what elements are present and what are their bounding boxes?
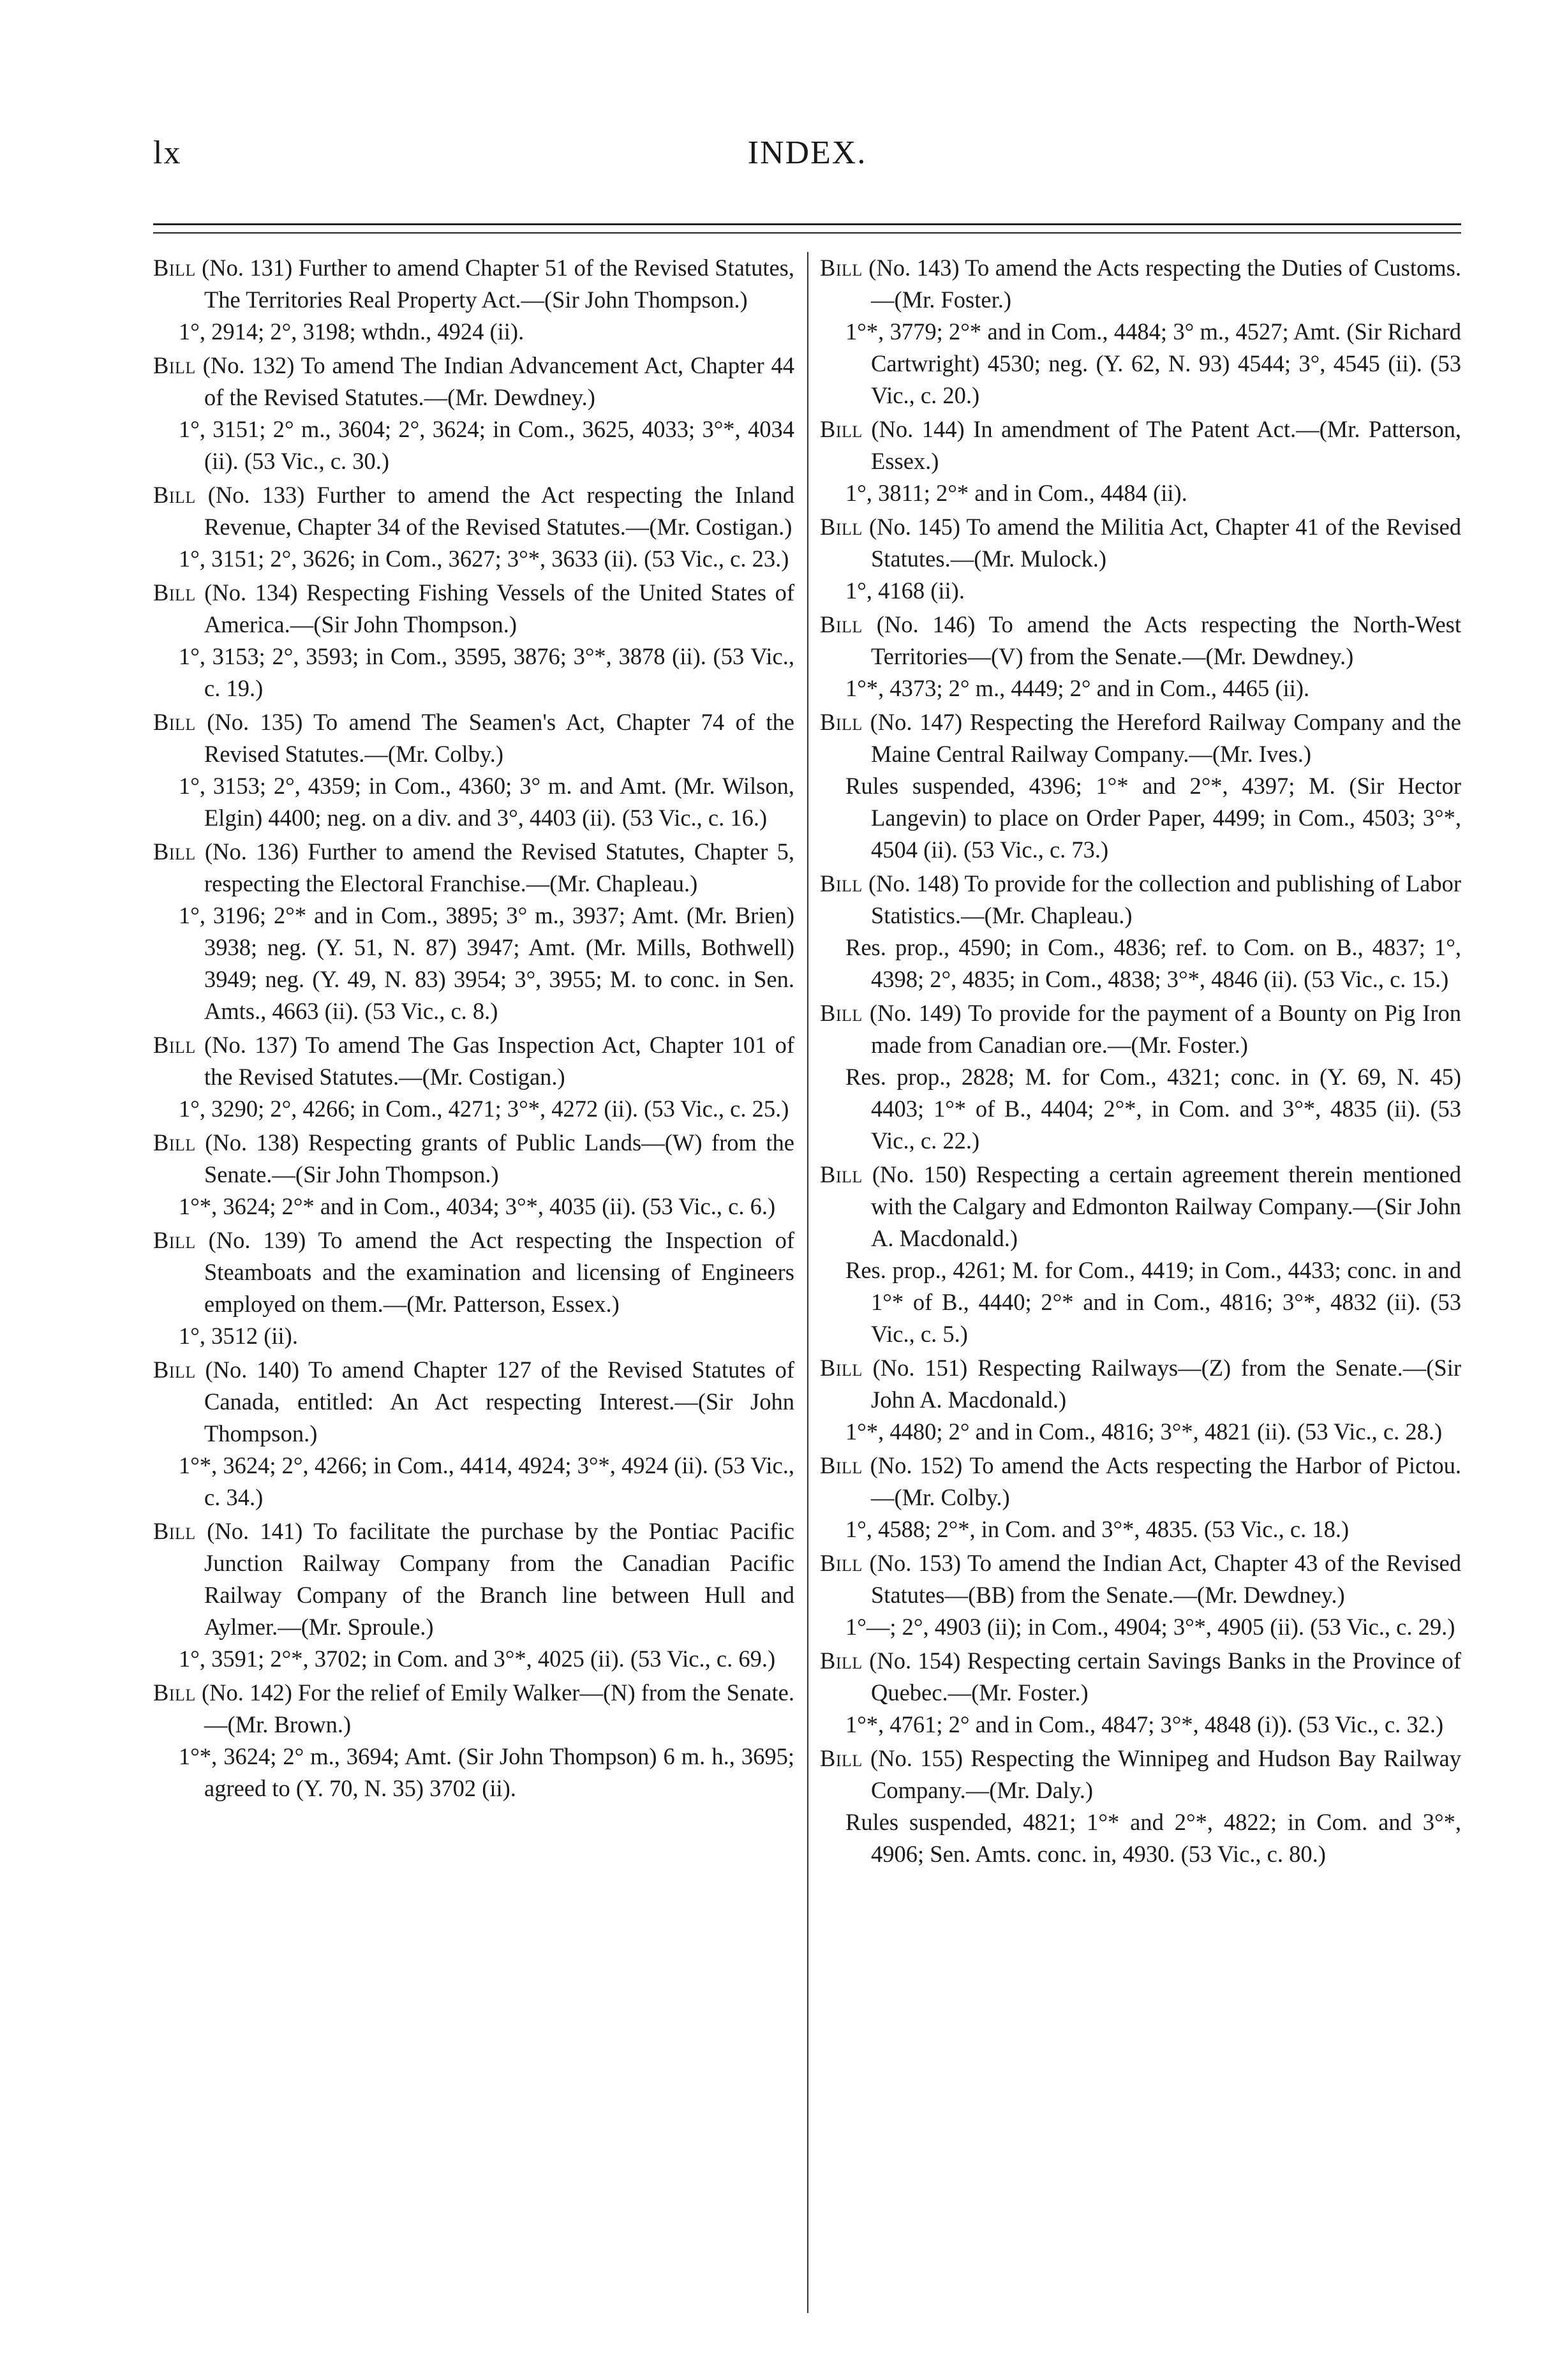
bill-title-text: (No. 153) To amend the Indian Act, Chapter 43 of the Revised Statutes—(BB) from the Senate.—(Mr. Dewdney.) (869, 1550, 1462, 1608)
index-entry (820, 1450, 1461, 1545)
index-entry (820, 1159, 1461, 1350)
entry-title (820, 1352, 1461, 1416)
entry-title (153, 577, 794, 641)
bill-label: Bill (153, 1518, 196, 1544)
index-entry (153, 479, 794, 575)
bill-label: Bill (820, 1355, 863, 1381)
bill-label: Bill (153, 1357, 196, 1383)
index-entry (820, 1645, 1461, 1741)
bill-label: Bill (153, 1679, 196, 1706)
entry-title (153, 252, 794, 316)
proceedings-line: 1°, 4588; 2°*, in Com. and 3°*, 4835. (53 Vic., c. 18.) (845, 1516, 1350, 1542)
proceedings-line: 1°, 3153; 2°, 4359; in Com., 4360; 3° m. and Amt. (Mr. Wilson, Elgin) 4400; neg. on a div. and 3°, 4403 (ii). (53 Vic., c. 16.) (179, 773, 794, 831)
bill-label: Bill (153, 1032, 196, 1058)
column-divider (807, 252, 808, 2313)
bill-title-text: (No. 152) To amend the Acts respecting the Harbor of Pictou.—(Mr. Colby.) (870, 1452, 1462, 1510)
bill-title-text: (No. 148) To provide for the collection and publishing of Labor Statistics.—(Mr. Chapleau.) (868, 870, 1462, 928)
proceedings-line: 1°*, 3624; 2°* and in Com., 4034; 3°*, 4035 (ii). (53 Vic., c. 6.) (179, 1193, 776, 1219)
bill-title-text: (No. 155) Respecting the Winnipeg and Hudson Bay Railway Company.—(Mr. Daly.) (870, 1745, 1462, 1803)
entry-title (820, 706, 1461, 770)
bill-title-text: (No. 147) Respecting the Hereford Railway Company and the Maine Central Railway Company.—(Mr. Ives.) (870, 709, 1461, 767)
proceedings-line: Res. prop., 4590; in Com., 4836; ref. to Com. on B., 4837; 1°, 4398; 2°, 4835; in Com., 4838; 3°*, 4846 (ii). (53 Vic., c. 15.) (845, 934, 1461, 992)
bill-label: Bill (820, 1550, 863, 1576)
entry-title (820, 511, 1461, 575)
index-entry (820, 609, 1461, 704)
bill-title-text: (No. 144) In amendment of The Patent Act.—(Mr. Patterson, Essex.) (871, 416, 1461, 474)
entry-title (820, 1547, 1461, 1611)
bill-label: Bill (820, 255, 863, 281)
index-entry (153, 1354, 794, 1514)
page-number: lx (153, 135, 182, 171)
proceedings-line: 1°, 3153; 2°, 3593; in Com., 3595, 3876; 3°*, 3878 (ii). (53 Vic., c. 19.) (179, 643, 794, 701)
bill-title-text: (No. 136) Further to amend the Revised Statutes, Chapter 5, respecting the Electoral Franchise.—(Mr. Chapleau.) (204, 838, 794, 896)
bill-title-text: (No. 139) To amend the Act respecting the Inspection of Steamboats and the examination and licensing of Engineers employed on them.—(Mr. Patterson, Essex.) (204, 1227, 795, 1317)
bill-label: Bill (820, 1745, 863, 1771)
bill-label: Bill (820, 709, 863, 735)
proceedings-line: 1°*, 4480; 2° and in Com., 4816; 3°*, 4821 (ii). (53 Vic., c. 28.) (845, 1418, 1443, 1445)
proceedings-line: 1°, 2914; 2°, 3198; wthdn., 4924 (ii). (179, 318, 524, 345)
proceedings-line: Res. prop., 2828; M. for Com., 4321; conc. in (Y. 69, N. 45) 4403; 1°* of B., 4404; 2°*, in Com. and 3°*, 4835 (ii). (53 Vic., c. 22.) (845, 1064, 1461, 1154)
bill-title-text: (No. 131) Further to amend Chapter 51 of the Revised Statutes, The Territories Real Property Act.—(Sir John Thompson.) (202, 255, 794, 313)
bill-label: Bill (820, 514, 863, 540)
proceedings-line: 1°, 3196; 2°* and in Com., 3895; 3° m., 3937; Amt. (Mr. Brien) 3938; neg. (Y. 51, N. 87) 3947; Amt. (Mr. Mills, Bothwell) 3949; neg. (Y. 49, N. 83) 3954; 3°, 3955; M. to conc. in Sen. Amts., 4663 (ii). (53 Vic., c. 8.) (179, 902, 794, 1024)
proceedings-line: 1°, 3290; 2°, 4266; in Com., 4271; 3°*, 4272 (ii). (53 Vic., c. 25.) (179, 1096, 789, 1122)
entry-title (153, 1127, 794, 1191)
entry-title (153, 706, 794, 770)
proceedings-line: 1°*, 3624; 2°, 4266; in Com., 4414, 4924; 3°*, 4924 (ii). (53 Vic., c. 34.) (179, 1452, 794, 1510)
bill-label: Bill (153, 579, 196, 606)
index-entry (820, 413, 1461, 509)
bill-label: Bill (153, 1227, 196, 1253)
page-header (153, 134, 1461, 191)
proceedings-line: 1°*, 3624; 2° m., 3694; Amt. (Sir John Thompson) 6 m. h., 3695; agreed to (Y. 70, N. 35) 3702 (ii). (179, 1743, 794, 1801)
proceedings-line: 1°, 3151; 2° m., 3604; 2°, 3624; in Com., 3625, 4033; 3°*, 4034 (ii). (53 Vic., c. 30.) (179, 416, 794, 474)
bill-title-text: (No. 142) For the relief of Emily Walker—(N) from the Senate.—(Mr. Brown.) (201, 1679, 795, 1737)
bill-title-text: (No. 150) Respecting a certain agreement therein mentioned with the Calgary and Edmonton Railway Company.—(Sir John A. Macdonald.) (871, 1161, 1461, 1251)
index-entry (153, 1224, 794, 1352)
bill-title-text: (No. 140) To amend Chapter 127 of the Revised Statutes of Canada, entitled: An Act respecting Interest.—(Sir John Thompson.) (204, 1357, 795, 1447)
bill-label: Bill (153, 1129, 196, 1156)
proceedings-line: 1°, 4168 (ii). (845, 577, 965, 604)
index-entry (153, 577, 794, 704)
entry-title (820, 1743, 1461, 1806)
entry-title (820, 868, 1461, 932)
bill-label: Bill (153, 255, 196, 281)
bill-label: Bill (153, 352, 196, 378)
entry-title (153, 350, 794, 413)
proceedings-line: 1°, 3512 (ii). (179, 1323, 298, 1349)
entry-title (153, 1354, 794, 1450)
entry-title (820, 252, 1461, 316)
left-column (153, 252, 794, 1806)
index-entry (153, 1677, 794, 1804)
header-rule-bottom (153, 232, 1461, 234)
index-entry (153, 1029, 794, 1125)
bill-title-text: (No. 134) Respecting Fishing Vessels of the United States of America.—(Sir John Thompson.) (204, 579, 795, 637)
bill-title-text: (No. 146) To amend the Acts respecting the North-West Territories—(V) from the Senate.—(Mr. Dewdney.) (871, 611, 1462, 669)
bill-label: Bill (820, 1452, 863, 1478)
bill-title-text: (No. 143) To amend the Acts respecting the Duties of Customs.—(Mr. Foster.) (868, 255, 1461, 313)
index-entry (820, 1352, 1461, 1448)
index-entry (820, 252, 1461, 412)
entry-title (820, 413, 1461, 477)
bill-label: Bill (153, 482, 196, 508)
bill-title-text: (No. 141) To facilitate the purchase by the Pontiac Pacific Junction Railway Company from the Canadian Pacific Railway Company of the Branch line between Hull and Aylmer.—(Mr. Sproule.) (204, 1518, 794, 1640)
index-entry (153, 836, 794, 1027)
header-rule-top (153, 223, 1461, 225)
proceedings-line: 1°—; 2°, 4903 (ii); in Com., 4904; 3°*, 4905 (ii). (53 Vic., c. 29.) (845, 1614, 1455, 1640)
proceedings-line: 1°, 3811; 2°* and in Com., 4484 (ii). (845, 480, 1187, 506)
entry-title (153, 1224, 794, 1320)
bill-label: Bill (153, 838, 196, 865)
bill-title-text: (No. 135) To amend The Seamen's Act, Chapter 74 of the Revised Statutes.—(Mr. Colby.) (204, 709, 795, 767)
bill-title-text: (No. 154) Respecting certain Savings Banks in the Province of Quebec.—(Mr. Foster.) (869, 1647, 1462, 1706)
bill-title-text: (No. 149) To provide for the payment of a Bounty on Pig Iron made from Canadian ore.—(Mr. Foster.) (869, 1000, 1462, 1058)
page-title: INDEX. (747, 135, 867, 171)
bill-label: Bill (153, 709, 196, 735)
bill-title-text: (No. 151) Respecting Railways—(Z) from the Senate.—(Sir John A. Macdonald.) (871, 1355, 1461, 1413)
bill-title-text: (No. 145) To amend the Militia Act, Chapter 41 of the Revised Statutes.—(Mr. Mulock.) (868, 514, 1461, 572)
index-entry (153, 1127, 794, 1223)
bill-title-text: (No. 138) Respecting grants of Public Lands—(W) from the Senate.—(Sir John Thompson.) (204, 1129, 794, 1187)
proceedings-line: Rules suspended, 4396; 1°* and 2°*, 4397; M. (Sir Hector Langevin) to place on Order Paper, 4499; in Com., 4503; 3°*, 4504 (ii). (53 Vic., c. 73.) (845, 773, 1461, 863)
entry-title (820, 1450, 1461, 1514)
entry-title (153, 1515, 794, 1643)
bill-title-text: (No. 137) To amend The Gas Inspection Act, Chapter 101 of the Revised Statutes.—(Mr. Costigan.) (204, 1032, 794, 1090)
index-entry (820, 1547, 1461, 1643)
bill-label: Bill (820, 1647, 863, 1674)
index-entry (820, 1743, 1461, 1870)
entry-title (820, 1159, 1461, 1254)
proceedings-line: Res. prop., 4261; M. for Com., 4419; in Com., 4433; conc. in and 1°* of B., 4440; 2°* and in Com., 4816; 3°*, 4832 (ii). (53 Vic., c. 5.) (845, 1257, 1461, 1347)
proceedings-line: 1°*, 3779; 2°* and in Com., 4484; 3° m., 4527; Amt. (Sir Richard Cartwright) 4530; neg. (Y. 62, N. 93) 4544; 3°, 4545 (ii). (53 Vic., c. 20.) (845, 318, 1461, 408)
bill-label: Bill (820, 1000, 863, 1026)
index-entry (153, 350, 794, 477)
bill-label: Bill (820, 416, 863, 442)
bill-title-text: (No. 132) To amend The Indian Advancement Act, Chapter 44 of the Revised Statutes.—(Mr. Dewdney.) (202, 352, 795, 410)
proceedings-line: Rules suspended, 4821; 1°* and 2°*, 4822; in Com. and 3°*, 4906; Sen. Amts. conc. in, 4930. (53 Vic., c. 80.) (845, 1809, 1461, 1867)
index-entry (820, 511, 1461, 607)
proceedings-line: 1°, 3151; 2°, 3626; in Com., 3627; 3°*, 3633 (ii). (53 Vic., c. 23.) (179, 546, 789, 572)
bill-label: Bill (820, 611, 863, 637)
entry-title (820, 1645, 1461, 1709)
index-entry (820, 868, 1461, 995)
entry-title (153, 1677, 794, 1741)
entry-title (820, 997, 1461, 1061)
index-entry (153, 1515, 794, 1675)
index-entry (820, 706, 1461, 866)
bill-label: Bill (820, 1161, 863, 1187)
proceedings-line: 1°*, 4373; 2° m., 4449; 2° and in Com., 4465 (ii). (845, 675, 1310, 701)
index-entry (153, 252, 794, 348)
entry-title (153, 479, 794, 543)
entry-title (820, 609, 1461, 673)
index-entry (820, 997, 1461, 1157)
bill-label: Bill (820, 870, 863, 896)
right-column (820, 252, 1461, 1872)
entry-title (153, 836, 794, 900)
bill-title-text: (No. 133) Further to amend the Act respecting the Inland Revenue, Chapter 34 of the Revised Statutes.—(Mr. Costigan.) (204, 482, 794, 540)
proceedings-line: 1°, 3591; 2°*, 3702; in Com. and 3°*, 4025 (ii). (53 Vic., c. 69.) (179, 1646, 776, 1672)
index-entry (153, 706, 794, 834)
proceedings-line: 1°*, 4761; 2° and in Com., 4847; 3°*, 4848 (i)). (53 Vic., c. 32.) (845, 1711, 1444, 1737)
entry-title (153, 1029, 794, 1093)
